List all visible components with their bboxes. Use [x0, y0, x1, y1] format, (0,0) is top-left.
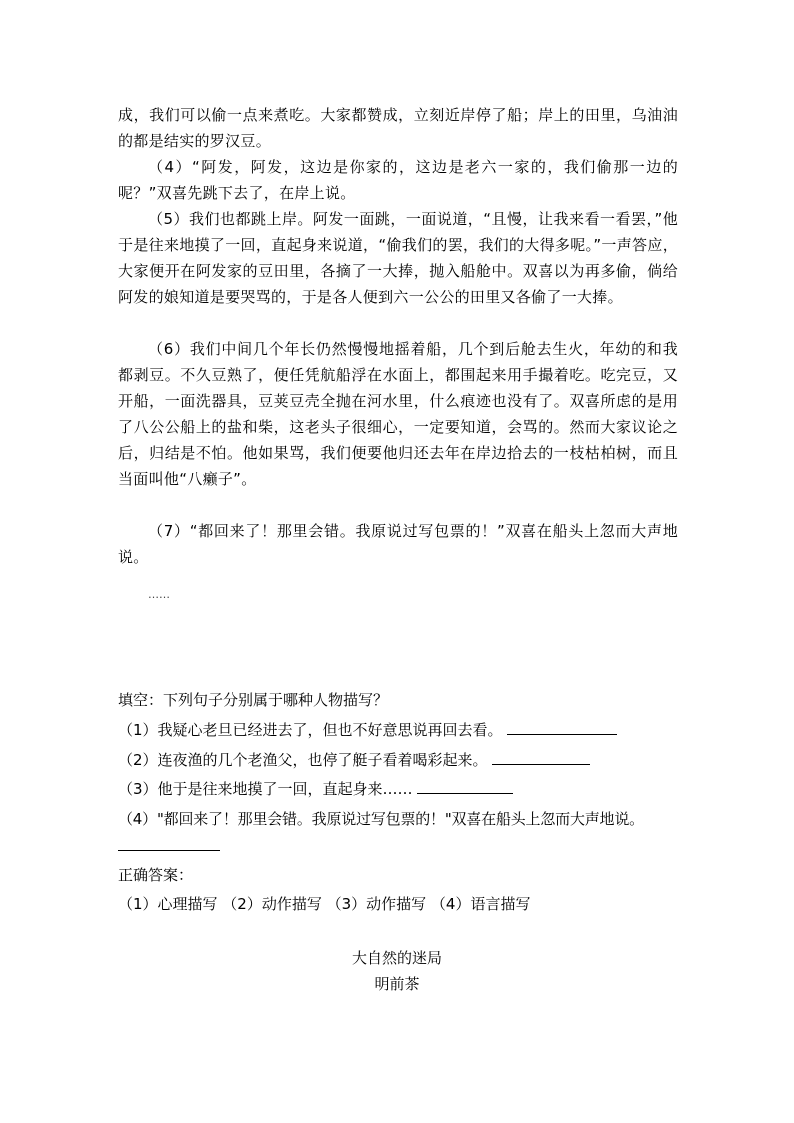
- question-item-3: [118, 778, 513, 800]
- passage-paragraph-2: （4）“阿发，阿发，这边是你家的，这边是老六一家的，我们偷那一边的呢？”双喜先跳下去了，在岸上说。: [118, 158, 678, 202]
- question-item-4: （4）"都回来了！那里会错。我原说过写包票的！"双喜在船头上忽而大声地说。: [118, 810, 644, 828]
- answer-blank-3[interactable]: [417, 779, 513, 794]
- passage-paragraph-1: 成，我们可以偷一点来煮吃。大家都赞成，立刻近岸停了船；岸上的田里，乌油油的都是结实的罗汉豆。: [118, 106, 678, 150]
- answer-blank-4[interactable]: [118, 850, 220, 851]
- answer-blank-2[interactable]: [492, 750, 590, 765]
- question-item-1: [118, 719, 617, 741]
- passage-paragraph-5: （7）“都回来了！那里会错。我原说过写包票的！”双喜在船头上忽而大声地说。: [118, 522, 678, 566]
- question-item-1-text: （1）我疑心老旦已经进去了，但也不好意思说再回去看。: [118, 721, 503, 739]
- passage-paragraph-3: （5）我们也都跳上岸。阿发一面跳，一面说道，“且慢，让我来看一看罢，”他于是往来地摸了一回，直起身来说道，“偷我们的罢，我们的大得多呢。”一声答应，大家便开在阿发家的豆田里，各摘了一大捧，抛入船舱中。双喜以为再多偷，倘给阿发的娘知道是要哭骂的，于是各人便到六一公公的田里又各偷了一大捧。: [118, 210, 678, 306]
- ellipsis: ……: [148, 588, 170, 601]
- question-item-3-text: （3）他于是往来地摸了一回，直起身来……: [118, 780, 413, 798]
- passage-paragraph-4: （6）我们中间几个年长仍然慢慢地摇着船，几个到后舱去生火，年幼的和我都剥豆。不久豆熟了，便任凭航船浮在水面上，都围起来用手撮着吃。吃完豆，又开船，一面洗器具，豆荚豆壳全抛在河水里，什么痕迹也没有了。双喜所虑的是用了八公公船上的盐和柴，这老头子很细心，一定要知道，会骂的。然而大家议论之后，归结是不怕。他如果骂，我们便要他归还去年在岸边拾去的一枝枯柏树，而且当面叫他“八癞子”。: [118, 340, 678, 488]
- next-article-title: 大自然的迷局: [351, 949, 442, 967]
- question-item-2: [118, 749, 590, 771]
- answer-blank-1[interactable]: [507, 720, 617, 735]
- question-item-2-text: （2）连夜渔的几个老渔父，也停了艇子看着喝彩起来。: [118, 751, 488, 769]
- question-prompt: 填空：下列句子分别属于哪种人物描写？: [118, 691, 389, 709]
- answer-text: （1）心理描写 （2）动作描写 （3）动作描写 （4）语言描写: [118, 895, 531, 913]
- next-article-author: 明前茶: [374, 975, 420, 993]
- answer-label: 正确答案：: [118, 866, 194, 884]
